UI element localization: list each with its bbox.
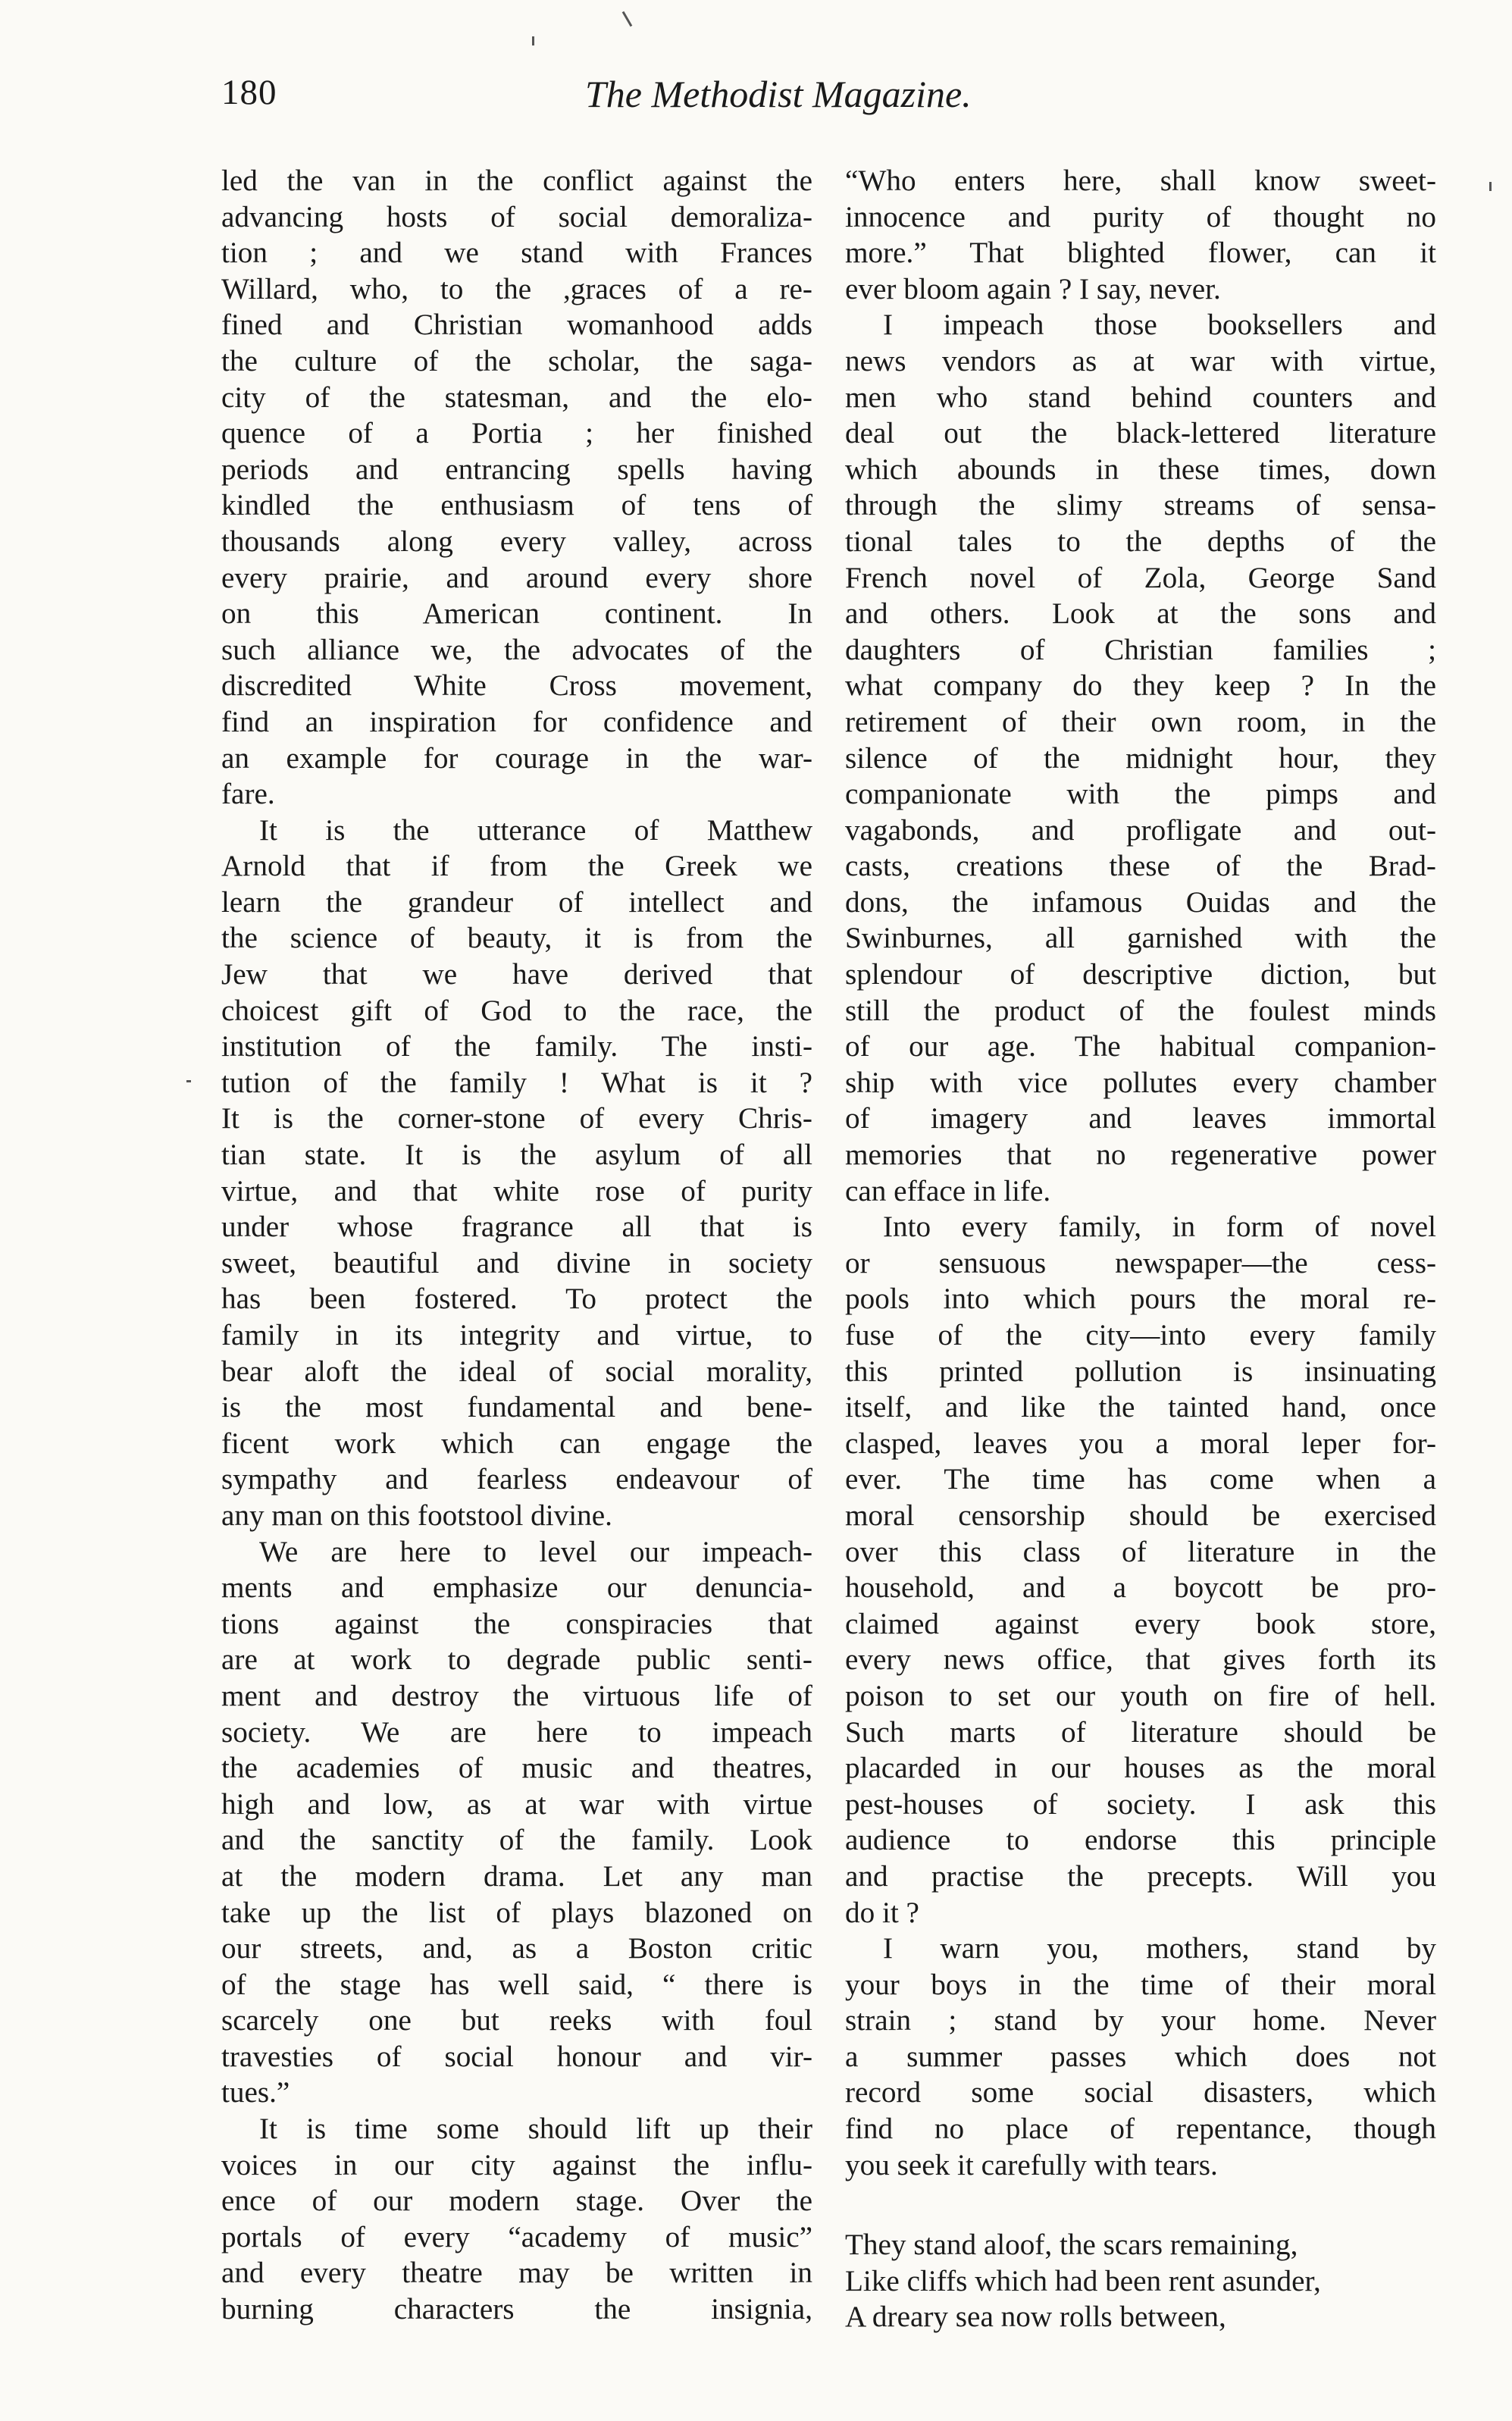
text-line: learn the grandeur of intellect and — [221, 885, 812, 919]
text-line: has been fostered. To protect the — [221, 1283, 812, 1316]
text-line: dons, the infamous Ouidas and the — [845, 885, 1436, 919]
text-line: every news office, that gives forth its — [845, 1643, 1436, 1677]
left-column — [221, 163, 812, 2328]
text-line: fuse of the city—into every family — [845, 1319, 1436, 1351]
text-line: any man on this footstool divine. — [221, 1499, 612, 1532]
text-line: institution of the family. The insti- — [221, 1030, 812, 1063]
text-line: society. We are here to impeach — [221, 1715, 812, 1749]
running-title: The Methodist Magazine. — [585, 73, 972, 115]
text-line: the academies of music and theatres, — [221, 1752, 812, 1785]
text-line: casts, creations these of the Brad- — [845, 850, 1436, 883]
text-line: sweet, beautiful and divine in society — [221, 1246, 812, 1279]
text-line: city of the statesman, and the elo- — [221, 381, 812, 414]
text-line: a summer passes which does not — [845, 2040, 1436, 2073]
text-line: splendour of descriptive diction, but — [845, 958, 1436, 991]
text-line: tues.” — [221, 2076, 290, 2109]
text-line: tution of the family ! What is it ? — [221, 1066, 812, 1099]
text-line: silence of the midnight hour, they — [845, 741, 1436, 775]
text-line: or sensuous newspaper—the cess- — [845, 1246, 1436, 1279]
text-line: vagabonds, and profligate and out- — [845, 813, 1436, 847]
text-line: “Who enters here, shall know sweet- — [845, 164, 1436, 197]
text-line: placarded in our houses as the moral — [845, 1752, 1436, 1785]
text-line: choicest gift of God to the race, the — [221, 994, 812, 1027]
text-line: ship with vice pollutes every chamber — [845, 1066, 1436, 1099]
text-line: what company do they keep ? In the — [845, 669, 1436, 703]
text-line: advancing hosts of social demoraliza- — [221, 200, 812, 233]
text-line: Into every family, in form of novel — [883, 1210, 1436, 1244]
text-line: find no place of repentance, though — [845, 2113, 1436, 2146]
text-line: periods and entrancing spells having — [221, 453, 812, 486]
verse-spacer — [845, 2183, 1436, 2227]
text-line: bear aloft the ideal of social morality, — [221, 1355, 812, 1388]
text-line: and every theatre may be written in — [221, 2257, 812, 2290]
print-speck — [532, 36, 534, 45]
text-line: do it ? — [845, 1896, 919, 1929]
poem-verse — [845, 2227, 1436, 2335]
text-line: discredited White Cross movement, — [221, 669, 812, 703]
text-line: We are here to level our impeach- — [259, 1535, 812, 1568]
text-line: strain ; stand by your home. Never — [845, 2004, 1436, 2037]
text-line: an example for courage in the war- — [221, 741, 812, 775]
text-line: news vendors as at war with virtue, — [845, 344, 1436, 377]
verse-line: A dreary sea now rolls between, — [845, 2300, 1226, 2334]
verse-line: They stand aloof, the scars remaining, — [845, 2228, 1298, 2262]
text-line: you seek it carefully with tears. — [845, 2148, 1218, 2181]
right-column — [845, 163, 1436, 2335]
text-line: our streets, and, as a Boston critic — [221, 1932, 812, 1965]
text-line: find an inspiration for confidence and — [221, 705, 812, 738]
text-line: poison to set our youth on fire of hell. — [845, 1679, 1436, 1712]
text-line: It is the corner-stone of every Chris- — [221, 1102, 812, 1135]
text-line: innocence and purity of thought no — [845, 200, 1436, 233]
text-line: tional tales to the depths of the — [845, 525, 1436, 558]
text-line: daughters of Christian families ; — [845, 633, 1436, 666]
text-line: at the modern drama. Let any man — [221, 1859, 812, 1893]
text-line: kindled the enthusiasm of tens of — [221, 489, 812, 522]
text-line: claimed against every book store, — [845, 1607, 1436, 1640]
text-line: of the stage has well said, “ there is — [221, 1968, 812, 2001]
text-line: pools into which pours the moral re- — [845, 1283, 1436, 1316]
text-line: fare. — [221, 778, 275, 811]
text-line: are at work to degrade public senti- — [221, 1643, 812, 1677]
text-line: ments and emphasize our denuncia- — [221, 1571, 812, 1605]
text-line: companionate with the pimps and — [845, 778, 1436, 811]
text-line: and practise the precepts. Will you — [845, 1859, 1436, 1893]
text-line: is the most fundamental and bene- — [221, 1391, 812, 1424]
text-line: ever. The time has come when a — [845, 1463, 1436, 1496]
print-speck — [186, 1080, 191, 1082]
text-line: itself, and like the tainted hand, once — [845, 1391, 1436, 1424]
text-line: burning characters the insignia, — [221, 2293, 812, 2326]
text-line: French novel of Zola, George Sand — [845, 561, 1436, 594]
text-line: tions against the conspiracies that — [221, 1607, 812, 1640]
text-line: clasped, leaves you a moral leper for- — [845, 1427, 1436, 1460]
text-line: take up the list of plays blazoned on — [221, 1896, 812, 1929]
text-line: ence of our modern stage. Over the — [221, 2185, 812, 2218]
text-line: ment and destroy the virtuous life of — [221, 1679, 812, 1712]
text-line: travesties of social honour and vir- — [221, 2040, 812, 2073]
text-line: your boys in the time of their moral — [845, 1968, 1436, 2001]
text-line: every prairie, and around every shore — [221, 561, 812, 594]
text-line: deal out the black-lettered literature — [845, 417, 1436, 450]
text-line: thousands along every valley, across — [221, 525, 812, 558]
text-line: Swinburnes, all garnished with the — [845, 922, 1436, 955]
text-line: over this class of literature in the — [845, 1535, 1436, 1568]
text-line: such alliance we, the advocates of the — [221, 633, 812, 666]
text-line: moral censorship should be exercised — [845, 1499, 1436, 1532]
text-line: It is time some should lift up their — [259, 2113, 812, 2146]
text-line: I impeach those booksellers and — [883, 308, 1436, 342]
verse-line: Like cliffs which had been rent asunder, — [845, 2264, 1321, 2297]
text-line: Willard, who, to the ,graces of a re- — [221, 272, 812, 305]
text-line: I warn you, mothers, stand by — [883, 1932, 1436, 1965]
text-line: record some social disasters, which — [845, 2076, 1436, 2109]
text-line: virtue, and that white rose of purity — [221, 1174, 812, 1207]
text-line: retirement of their own room, in the — [845, 705, 1436, 738]
text-line: quence of a Portia ; her finished — [221, 417, 812, 450]
text-line: audience to endorse this principle — [845, 1824, 1436, 1857]
text-line: can efface in life. — [845, 1174, 1051, 1207]
text-line: household, and a boycott be pro- — [845, 1571, 1436, 1605]
text-line: the science of beauty, it is from the — [221, 922, 812, 955]
text-line: family in its integrity and virtue, to — [221, 1319, 812, 1351]
text-line: pest-houses of society. I ask this — [845, 1787, 1436, 1821]
text-line: of imagery and leaves immortal — [845, 1102, 1436, 1135]
text-line: and the sanctity of the family. Look — [221, 1824, 812, 1857]
text-line: of our age. The habitual companion- — [845, 1030, 1436, 1063]
text-line: scarcely one but reeks with foul — [221, 2004, 812, 2037]
text-line: ficent work which can engage the — [221, 1427, 812, 1460]
print-speck — [1489, 182, 1492, 191]
text-line: the culture of the scholar, the saga- — [221, 344, 812, 377]
text-line: more.” That blighted flower, can it — [845, 236, 1436, 270]
text-line: Arnold that if from the Greek we — [221, 850, 812, 883]
text-line: portals of every “academy of music” — [221, 2220, 812, 2253]
text-line: Such marts of literature should be — [845, 1715, 1436, 1749]
text-line: high and low, as at war with virtue — [221, 1787, 812, 1821]
text-line: It is the utterance of Matthew — [259, 813, 812, 847]
page-header — [221, 72, 1411, 125]
text-line: memories that no regenerative power — [845, 1138, 1436, 1172]
text-line: on this American continent. In — [221, 597, 812, 631]
text-line: this printed pollution is insinuating — [845, 1355, 1436, 1388]
text-line: under whose fragrance all that is — [221, 1210, 812, 1244]
text-line: still the product of the foulest minds — [845, 994, 1436, 1027]
text-line: through the slimy streams of sensa- — [845, 489, 1436, 522]
text-line: men who stand behind counters and — [845, 381, 1436, 414]
text-line: sympathy and fearless endeavour of — [221, 1463, 812, 1496]
text-line: tion ; and we stand with Frances — [221, 236, 812, 270]
print-speck — [622, 11, 633, 27]
page-number: 180 — [221, 73, 277, 112]
text-line: tian state. It is the asylum of all — [221, 1138, 812, 1172]
text-line: fined and Christian womanhood adds — [221, 308, 812, 342]
text-line: which abounds in these times, down — [845, 453, 1436, 486]
text-line: voices in our city against the influ- — [221, 2148, 812, 2181]
text-line: ever bloom again ? I say, never. — [845, 272, 1221, 305]
text-line: and others. Look at the sons and — [845, 597, 1436, 631]
text-line: led the van in the conflict against the — [221, 164, 812, 197]
text-line: Jew that we have derived that — [221, 958, 812, 991]
